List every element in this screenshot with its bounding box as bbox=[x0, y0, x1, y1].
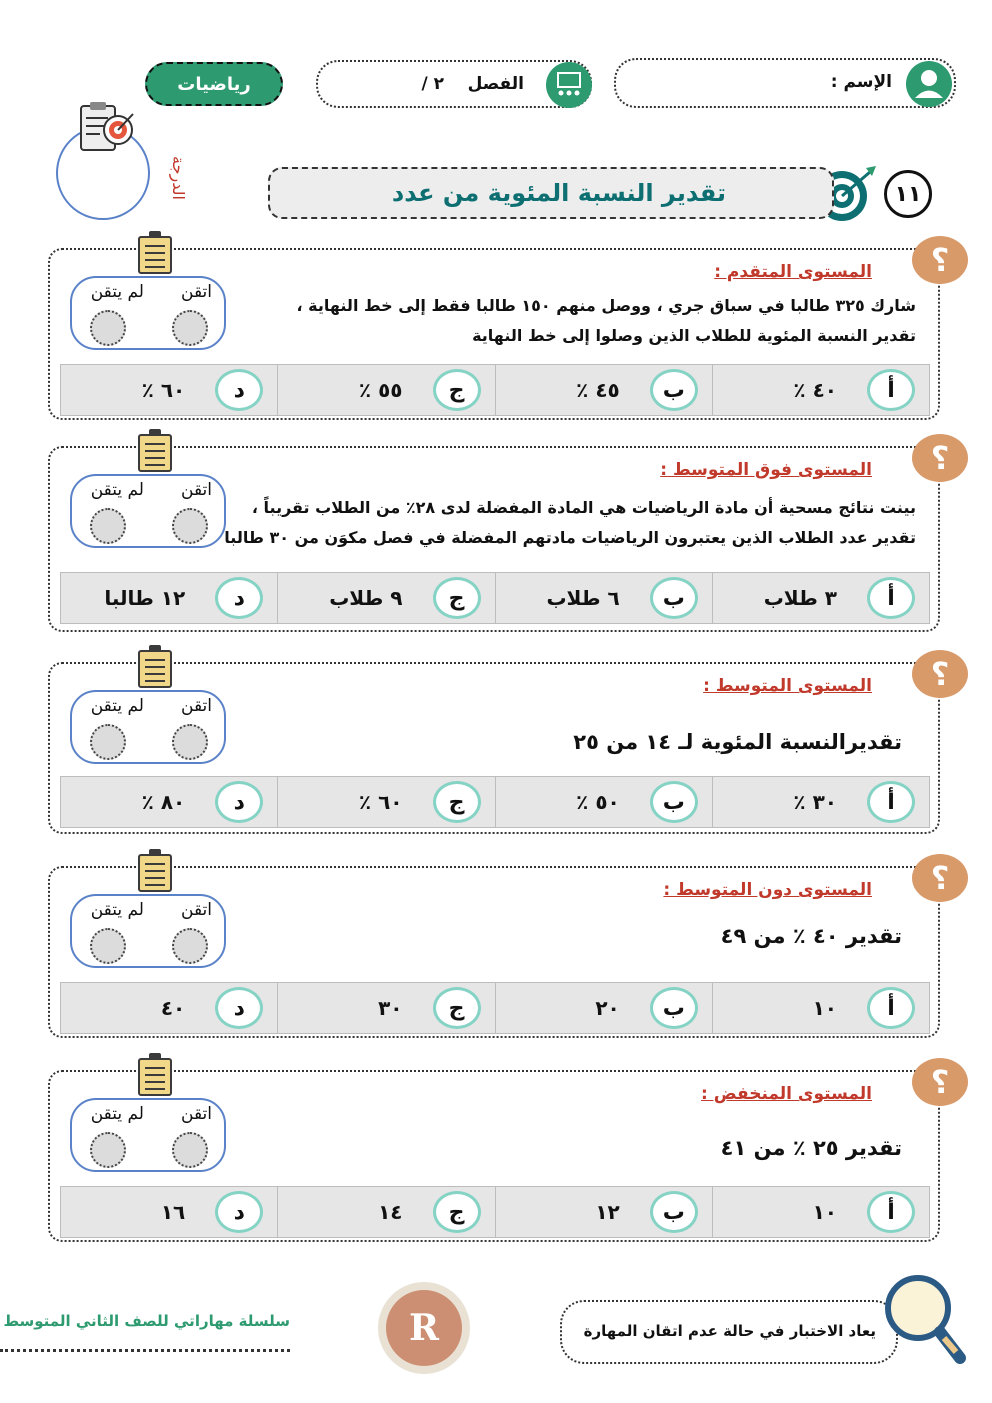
answer-option[interactable] bbox=[495, 1187, 712, 1237]
option-value: ٤٠ bbox=[160, 996, 186, 1020]
mastered-label: اتقن bbox=[181, 900, 212, 920]
user-avatar-icon bbox=[906, 61, 952, 107]
option-letter: أ bbox=[867, 577, 915, 619]
option-letter: ج bbox=[433, 369, 481, 411]
option-letter: ب bbox=[650, 781, 698, 823]
question-mark-icon: ؟ bbox=[912, 854, 968, 902]
name-label: الإسم : bbox=[830, 72, 892, 92]
option-value: ١٤ bbox=[378, 1200, 403, 1224]
answer-option[interactable] bbox=[712, 777, 929, 827]
option-value: ٦ طلاب bbox=[546, 586, 620, 610]
option-letter: ب bbox=[650, 1191, 698, 1233]
mastered-label: اتقن bbox=[181, 282, 212, 302]
question-mark-icon: ؟ bbox=[912, 650, 968, 698]
retest-note: يعاد الاختبار في حالة عدم اتقان المهارة bbox=[583, 1322, 876, 1340]
option-value: ٦٠ ٪ bbox=[141, 378, 186, 402]
option-value: ١٢ طالبا bbox=[104, 586, 186, 610]
option-letter: ج bbox=[433, 781, 481, 823]
mastery-box bbox=[70, 1098, 226, 1172]
option-value: ١٠ bbox=[812, 1200, 837, 1224]
question-text: تقديرالنسبة المئوية لـ ١٤ من ٢٥ bbox=[573, 730, 902, 754]
retest-note-box bbox=[560, 1300, 898, 1364]
option-value: ٨٠ ٪ bbox=[141, 790, 186, 814]
option-letter: ج bbox=[433, 987, 481, 1029]
mastered-checkbox[interactable] bbox=[172, 928, 208, 964]
question-section bbox=[48, 1063, 950, 1242]
magnifier-icon bbox=[880, 1272, 970, 1368]
answer-option[interactable] bbox=[61, 573, 277, 623]
class-value: ٢ / bbox=[421, 74, 444, 94]
answer-option[interactable] bbox=[61, 365, 277, 415]
answer-option[interactable] bbox=[495, 983, 712, 1033]
answer-option[interactable] bbox=[277, 573, 494, 623]
lesson-title: تقدير النسبة المئوية من عدد bbox=[391, 179, 726, 207]
option-value: ٤٥ ٪ bbox=[576, 378, 620, 402]
question-section bbox=[48, 439, 950, 632]
option-letter: د bbox=[215, 577, 263, 619]
answer-option[interactable] bbox=[712, 365, 929, 415]
mastery-box bbox=[70, 894, 226, 968]
mastery-box bbox=[70, 474, 226, 548]
option-letter: أ bbox=[867, 369, 915, 411]
question-section bbox=[48, 241, 950, 420]
logo-letter: R bbox=[409, 1307, 439, 1349]
mastered-checkbox[interactable] bbox=[172, 1132, 208, 1168]
answer-option[interactable] bbox=[495, 777, 712, 827]
question-section bbox=[48, 859, 950, 1038]
mastered-label: اتقن bbox=[181, 696, 212, 716]
question-text: تقدير عدد الطلاب الذين يعتبرون الرياضيات مادتهم المفضلة في فصل مكوَن من ٣٠ طالبا bbox=[224, 528, 916, 547]
option-value: ١٢ bbox=[595, 1200, 620, 1224]
class-label: الفصل bbox=[467, 74, 524, 94]
name-field[interactable] bbox=[614, 58, 956, 108]
option-value: ٤٠ ٪ bbox=[793, 378, 837, 402]
question-section bbox=[48, 655, 950, 834]
mastered-checkbox[interactable] bbox=[172, 508, 208, 544]
mastered-label: اتقن bbox=[181, 1104, 212, 1124]
not-mastered-label: لم يتقن bbox=[90, 1104, 144, 1124]
option-letter: د bbox=[215, 987, 263, 1029]
option-value: ٩ طلاب bbox=[329, 586, 403, 610]
question-mark-icon: ؟ bbox=[912, 1058, 968, 1106]
mastered-label: اتقن bbox=[181, 480, 212, 500]
answer-option[interactable] bbox=[277, 365, 494, 415]
option-letter: د bbox=[215, 781, 263, 823]
option-value: ٣٠ bbox=[378, 996, 403, 1020]
option-letter: ب bbox=[650, 369, 698, 411]
lesson-number: ١١ bbox=[884, 170, 932, 218]
answer-options bbox=[60, 1186, 930, 1238]
question-mark-icon: ؟ bbox=[912, 434, 968, 482]
answer-option[interactable] bbox=[712, 983, 929, 1033]
not-mastered-label: لم يتقن bbox=[90, 282, 144, 302]
answer-option[interactable] bbox=[495, 573, 712, 623]
question-text: تقدير ٢٥ ٪ من ٤١ bbox=[720, 1136, 902, 1160]
target-clipboard-icon bbox=[78, 100, 136, 156]
mastery-box bbox=[70, 690, 226, 764]
series-footer bbox=[0, 1310, 290, 1352]
option-letter: ج bbox=[433, 1191, 481, 1233]
grade-label: الدرجة bbox=[169, 156, 188, 200]
question-text: بينت نتائج مسحية أن مادة الرياضيات هي المادة المفضلة لدى ٢٨٪ من الطلاب تقريباً ، bbox=[251, 498, 916, 517]
subject-badge: رياضيات bbox=[145, 62, 283, 106]
mastered-checkbox[interactable] bbox=[172, 310, 208, 346]
answer-option[interactable] bbox=[495, 365, 712, 415]
not-mastered-label: لم يتقن bbox=[90, 900, 144, 920]
not-mastered-checkbox[interactable] bbox=[90, 928, 126, 964]
not-mastered-checkbox[interactable] bbox=[90, 724, 126, 760]
option-value: ٥٥ ٪ bbox=[358, 378, 403, 402]
answer-option[interactable] bbox=[61, 777, 277, 827]
checklist-icon bbox=[138, 650, 172, 688]
answer-options bbox=[60, 776, 930, 828]
option-letter: أ bbox=[867, 987, 915, 1029]
option-letter: ج bbox=[433, 577, 481, 619]
answer-options bbox=[60, 982, 930, 1034]
option-value: ١٠ bbox=[812, 996, 837, 1020]
answer-option[interactable] bbox=[61, 983, 277, 1033]
mastery-box bbox=[70, 276, 226, 350]
checklist-icon bbox=[138, 236, 172, 274]
answer-option[interactable] bbox=[61, 1187, 277, 1237]
mastered-checkbox[interactable] bbox=[172, 724, 208, 760]
not-mastered-checkbox[interactable] bbox=[90, 1132, 126, 1168]
not-mastered-label: لم يتقن bbox=[90, 696, 144, 716]
level-title: المستوى المتقدم : bbox=[714, 262, 872, 282]
question-text: تقدير ٤٠ ٪ من ٤٩ bbox=[720, 924, 902, 948]
question-mark-icon: ؟ bbox=[912, 236, 968, 284]
not-mastered-checkbox[interactable] bbox=[90, 310, 126, 346]
level-title: المستوى دون المتوسط : bbox=[663, 880, 872, 900]
series-title: سلسلة مهاراتي للصف الثاني المتوسط bbox=[3, 1312, 290, 1330]
level-title: المستوى المتوسط : bbox=[703, 676, 872, 696]
option-letter: د bbox=[215, 1191, 263, 1233]
option-letter: أ bbox=[867, 781, 915, 823]
question-text: تقدير النسبة المئوية للطلاب الذين وصلوا إلى خط النهاية bbox=[472, 326, 916, 345]
question-text: شارك ٣٢٥ طالبا في سباق جري ، ووصل منهم ١٥٠ طالبا فقط إلى خط النهاية ، bbox=[296, 296, 916, 315]
option-letter: أ bbox=[867, 1191, 915, 1233]
option-value: ١٦ bbox=[160, 1200, 186, 1224]
option-letter: ب bbox=[650, 577, 698, 619]
checklist-icon bbox=[138, 854, 172, 892]
option-letter: ب bbox=[650, 987, 698, 1029]
option-letter: د bbox=[215, 369, 263, 411]
level-title: المستوى المنخفض : bbox=[701, 1084, 872, 1104]
answer-option[interactable] bbox=[712, 1187, 929, 1237]
answer-option[interactable] bbox=[277, 983, 494, 1033]
option-value: ٣ طلاب bbox=[763, 586, 837, 610]
option-value: ٥٠ ٪ bbox=[576, 790, 620, 814]
option-value: ٣٠ ٪ bbox=[793, 790, 837, 814]
logo bbox=[378, 1282, 470, 1374]
lesson-title-box bbox=[268, 167, 834, 219]
option-value: ٦٠ ٪ bbox=[358, 790, 403, 814]
not-mastered-checkbox[interactable] bbox=[90, 508, 126, 544]
answer-option[interactable] bbox=[277, 1187, 494, 1237]
classroom-icon bbox=[546, 62, 592, 108]
answer-options bbox=[60, 364, 930, 416]
option-value: ٢٠ bbox=[595, 996, 620, 1020]
checklist-icon bbox=[138, 1058, 172, 1096]
not-mastered-label: لم يتقن bbox=[90, 480, 144, 500]
level-title: المستوى فوق المتوسط : bbox=[660, 460, 872, 480]
checklist-icon bbox=[138, 434, 172, 472]
class-field[interactable] bbox=[316, 60, 592, 108]
answer-options bbox=[60, 572, 930, 624]
answer-option[interactable] bbox=[277, 777, 494, 827]
answer-option[interactable] bbox=[712, 573, 929, 623]
